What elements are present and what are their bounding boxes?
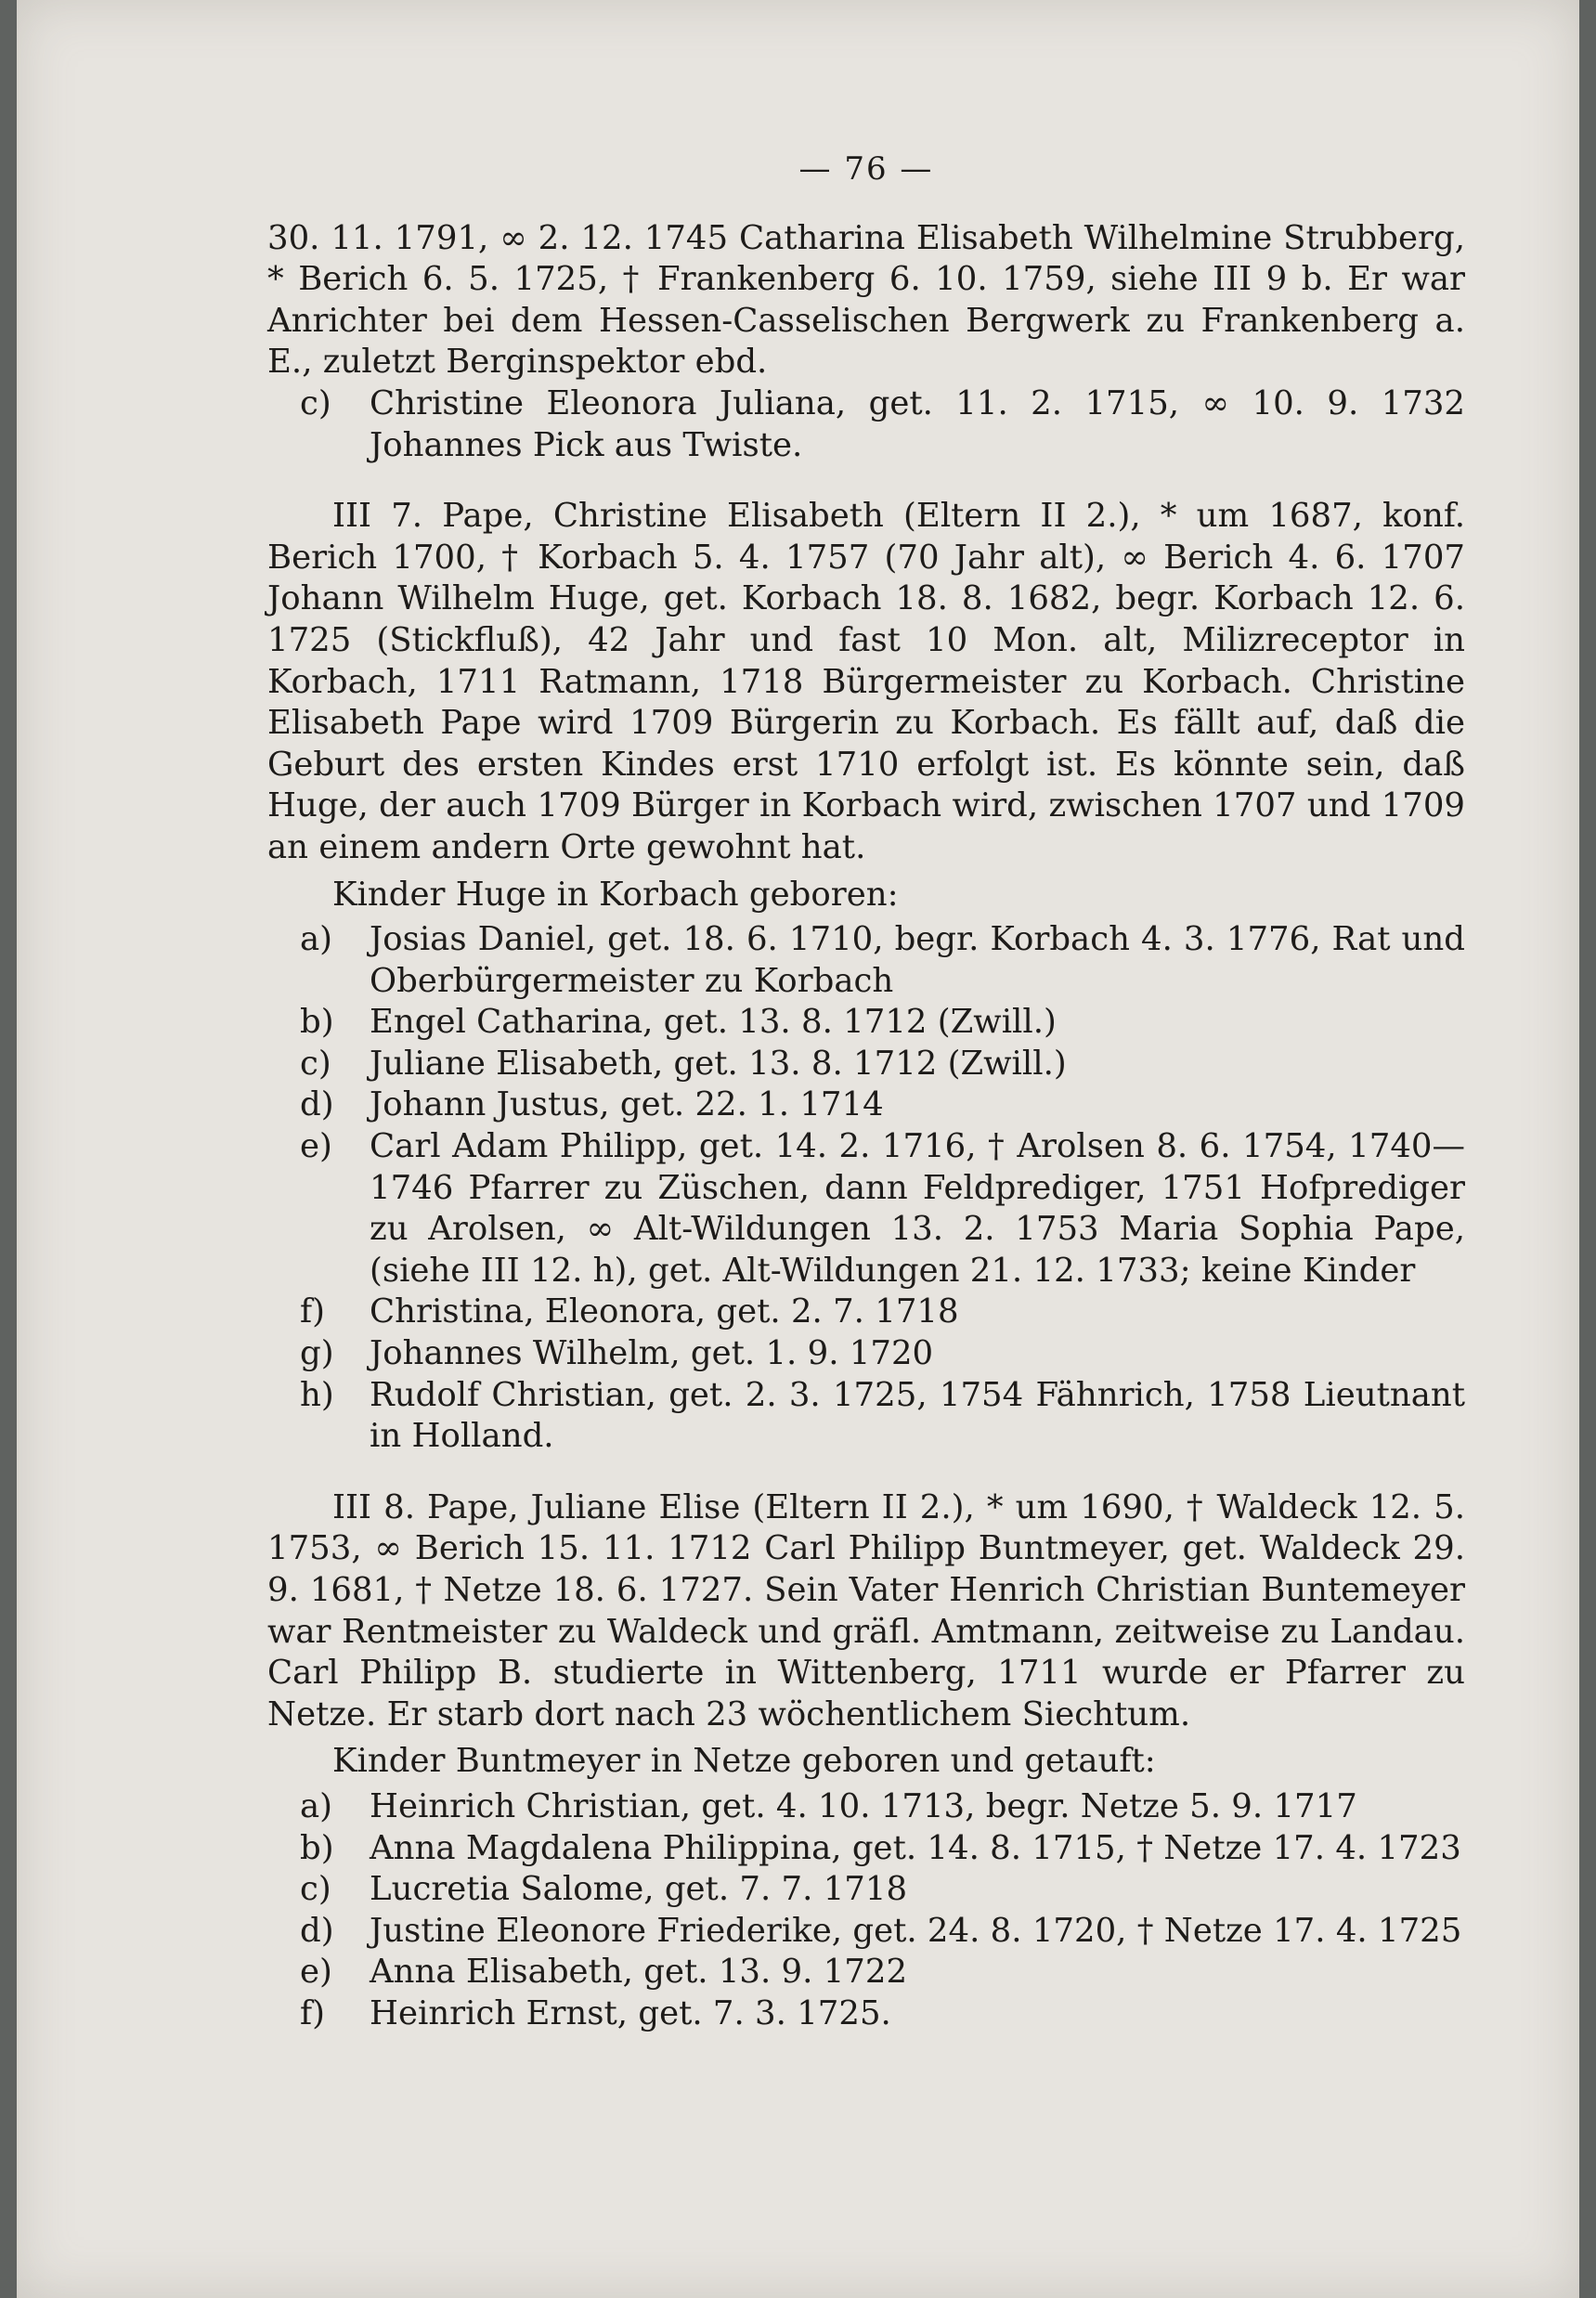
list-item-label: c)	[300, 383, 331, 422]
list-item-text: Carl Adam Philipp, get. 14. 2. 1716, † Arolsen 8. 6. 1754, 1740—1746 Pfarrer zu Züschen, dann Feldprediger, 1751 Hofprediger zu Arolsen, ∞ Alt-Wildungen 13. 2. 1753 Maria Sophia Pape, (siehe III 12. h), get. Alt-Wildungen 21. 12. 1733; keine Kinder	[370, 1127, 1465, 1290]
list-item-text: Justine Eleonore Friederike, get. 24. 8. 1720, † Netze 17. 4. 1725	[370, 1911, 1462, 1950]
list-item-text: Lucretia Salome, get. 7. 7. 1718	[370, 1870, 908, 1909]
list-item-text: Johann Justus, get. 22. 1. 1714	[370, 1085, 884, 1124]
list-item-text: Heinrich Ernst, get. 7. 3. 1725.	[370, 1993, 891, 2032]
entry-III7-children-heading: Kinder Huge in Korbach geboren:	[332, 875, 899, 914]
list-item-label: e)	[300, 1127, 332, 1166]
list-item-label: c)	[300, 1044, 331, 1083]
list-item-label: h)	[300, 1375, 334, 1414]
list-item	[267, 1084, 1465, 1126]
list-item-text: Josias Daniel, get. 18. 6. 1710, begr. Korbach 4. 3. 1776, Rat und Oberbürgermeister zu Korbach	[370, 920, 1465, 1000]
list-item	[267, 1375, 1465, 1458]
entry-III7-children-list	[267, 919, 1465, 1458]
list-item	[267, 1911, 1465, 1953]
list-item-label: f)	[300, 1993, 325, 2032]
entry-III7-paragraph: III 7. Pape, Christine Elisabeth (Eltern II 2.), * um 1687, konf. Berich 1700, † Korbach 5. 4. 1757 (70 Jahr alt), ∞ Berich 4. 6. 1707 Johann Wilhelm Huge, get. Korbach 18. 8. 1682, begr. Korbach 12. 6. 1725 (Stickfluß), 42 Jahr und fast 10 Mon. alt, Milizreceptor in Korbach, 1711 Ratmann, 1718 Bürgermeister zu Korbach. Christine Elisabeth Pape wird 1709 Bürgerin zu Korbach. Es fällt auf, daß die Geburt des ersten Kindes erst 1710 erfolgt ist. Es könnte sein, daß Huge, der auch 1709 Bürger in Korbach wird, zwischen 1707 und 1709 an einem andern Orte gewohnt hat.	[267, 497, 1465, 866]
list-item-label: b)	[300, 1003, 334, 1042]
list-item-label: e)	[300, 1953, 332, 1992]
list-item-text: Rudolf Christian, get. 2. 3. 1725, 1754 Fähnrich, 1758 Lieutnant in Holland.	[370, 1375, 1465, 1456]
list-item-text: Heinrich Christian, get. 4. 10. 1713, begr. Netze 5. 9. 1717	[370, 1786, 1357, 1825]
book-page	[17, 0, 1579, 2298]
list-item-label: b)	[300, 1828, 334, 1867]
page-number: — 76 —	[798, 150, 934, 188]
list-item-label: f)	[300, 1292, 325, 1331]
list-item	[267, 1044, 1465, 1085]
list-item	[267, 1333, 1465, 1375]
list-item-label: d)	[300, 1911, 334, 1950]
list-item-label: a)	[300, 1786, 333, 1825]
list-item-text: Juliane Elisabeth, get. 13. 8. 1712 (Zwill.)	[370, 1044, 1067, 1083]
list-item	[267, 383, 1465, 466]
list-item-text: Christine Eleonora Juliana, get. 11. 2. 1715, ∞ 10. 9. 1732 Johannes Pick aus Twiste.	[370, 383, 1465, 464]
page-content	[267, 149, 1465, 2035]
list-item-label: c)	[300, 1870, 331, 1909]
list-item	[267, 1993, 1465, 2035]
list-item-text: Christina, Eleonora, get. 2. 7. 1718	[370, 1292, 959, 1331]
list-item	[267, 919, 1465, 1002]
list-item	[267, 1828, 1465, 1870]
list-item	[267, 1869, 1465, 1911]
list-item	[267, 1002, 1465, 1044]
list-item-text: Johannes Wilhelm, get. 1. 9. 1720	[370, 1334, 934, 1373]
continuation-paragraph: 30. 11. 1791, ∞ 2. 12. 1745 Catharina Elisabeth Wilhelmine Strubberg, * Berich 6. 5. 1725, † Frankenberg 6. 10. 1759, siehe III 9 b. Er war Anrichter bei dem Hessen-Casselischen Bergwerk zu Frankenberg a. E., zuletzt Berginspektor ebd.	[267, 218, 1465, 382]
entry-III8-children-list	[267, 1786, 1465, 2035]
list-item-text: Anna Magdalena Philippina, get. 14. 8. 1715, † Netze 17. 4. 1723	[370, 1828, 1461, 1867]
list-item-text: Anna Elisabeth, get. 13. 9. 1722	[370, 1953, 908, 1992]
list-item-label: a)	[300, 920, 333, 959]
list-item	[267, 1292, 1465, 1333]
list-item	[267, 1126, 1465, 1292]
entry-III8-children-heading: Kinder Buntmeyer in Netze geboren und getauft:	[332, 1742, 1156, 1781]
entry-III8-paragraph: III 8. Pape, Juliane Elise (Eltern II 2.), * um 1690, † Waldeck 12. 5. 1753, ∞ Berich 15. 11. 1712 Carl Philipp Buntmeyer, get. Waldeck 29. 9. 1681, † Netze 18. 6. 1727. Sein Vater Henrich Christian Buntemeyer war Rentmeister zu Waldeck und gräfl. Amtmann, zeitweise zu Landau. Carl Philipp B. studierte in Wittenberg, 1711 wurde er Pfarrer zu Netze. Er starb dort nach 23 wöchentlichem Siechtum.	[267, 1487, 1465, 1733]
list-item-text: Engel Catharina, get. 13. 8. 1712 (Zwill.)	[370, 1003, 1057, 1042]
list-item-label: d)	[300, 1085, 334, 1124]
list-item	[267, 1952, 1465, 1993]
list-item-label: g)	[300, 1334, 334, 1373]
list-item	[267, 1786, 1465, 1828]
